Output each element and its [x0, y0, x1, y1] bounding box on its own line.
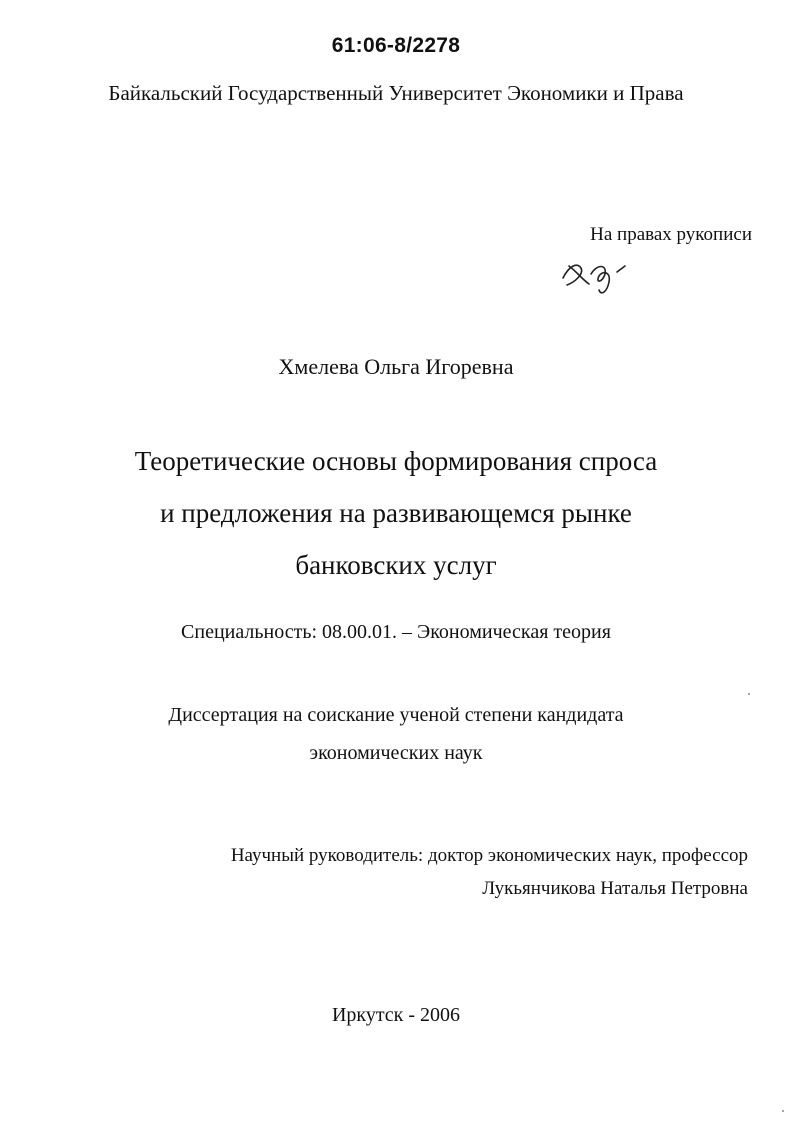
- dissertation-title: [0, 435, 792, 591]
- specialty: Специальность: 08.00.01. – Экономическая теория: [181, 621, 611, 643]
- degree-line: экономических наук: [309, 742, 483, 764]
- scan-speck: [748, 693, 750, 695]
- degree-line: Диссертация на соискание ученой степени кандидата: [168, 704, 624, 726]
- manuscript-note: На правах рукописи: [590, 224, 752, 245]
- degree-statement: [0, 696, 792, 772]
- title-line: банковских услуг: [295, 550, 497, 580]
- advisor-name: Лукьянчикова Наталья Петровна: [482, 878, 748, 899]
- signature: [555, 252, 645, 298]
- author-name: Хмелева Ольга Игоревна: [278, 354, 514, 379]
- place-year: Иркутск - 2006: [331, 1004, 461, 1026]
- title-line: Теоретические основы формирования спроса: [134, 446, 658, 476]
- institution-name: Байкальский Государственный Университет Экономики и Права: [108, 81, 684, 105]
- scan-speck: [782, 1110, 784, 1112]
- advisor-title: Научный руководитель: доктор экономических наук, профессор: [230, 845, 748, 866]
- catalog-number: 61:06-8/2278: [331, 34, 461, 57]
- title-line: и предложения на развивающемся рынке: [160, 498, 632, 528]
